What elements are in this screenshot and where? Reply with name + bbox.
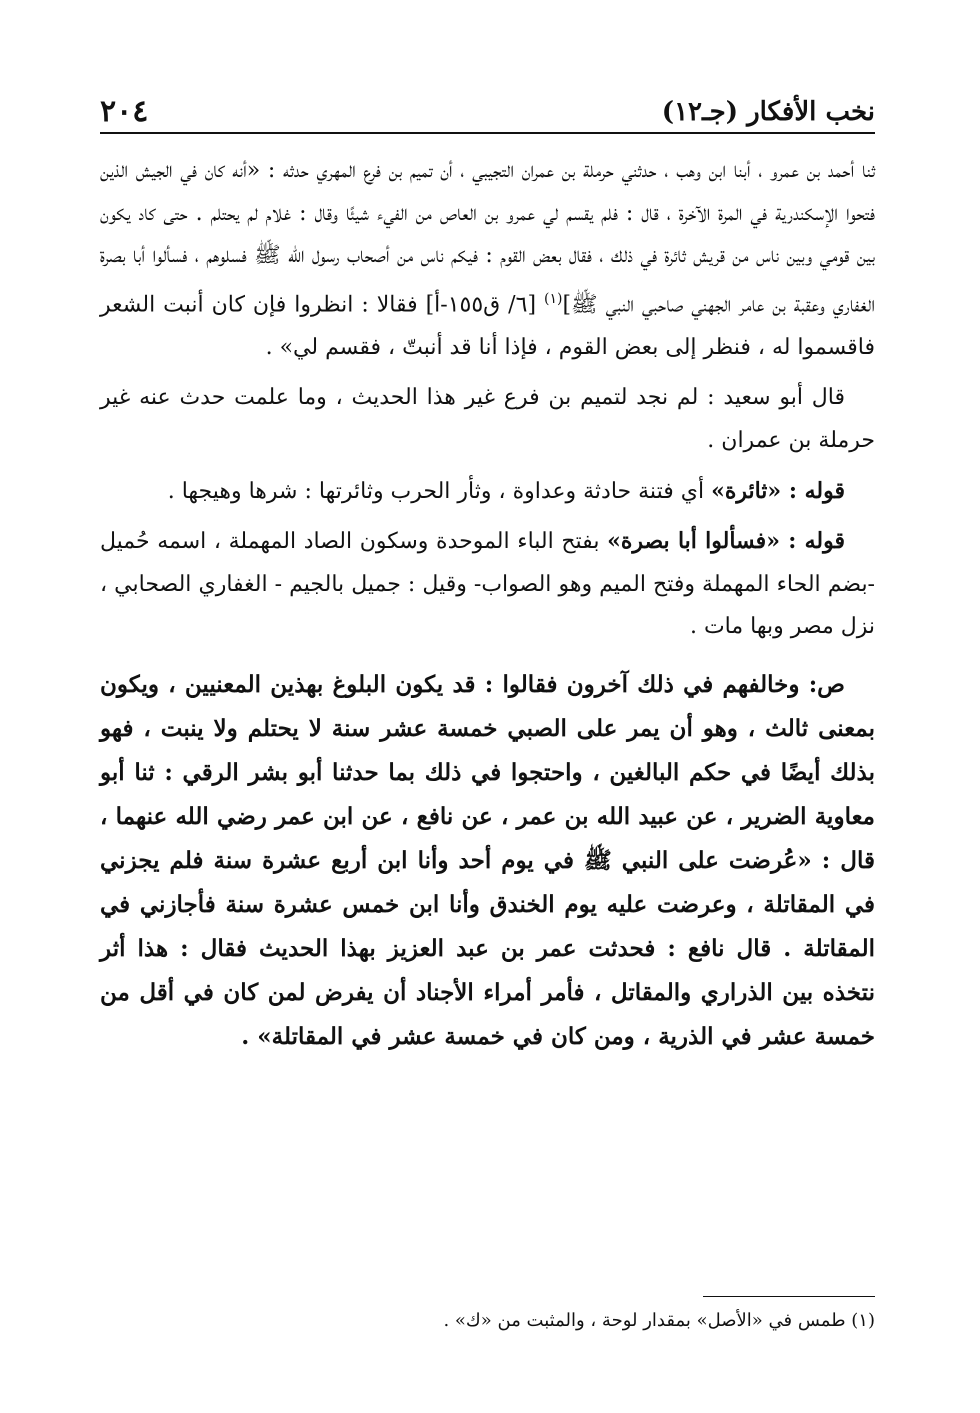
footnote-separator	[703, 1296, 875, 1297]
footnote-reference: (١)	[543, 290, 563, 307]
gloss-paragraph	[100, 470, 875, 514]
footnote: (١) طمس في «الأصل» بمقدار لوحة ، والمثبت من «ك» .	[443, 1310, 875, 1331]
hadith-text-end: [٦/ ق١٥٥-أ] فقالا : انظروا فإن كان أنبت الشعر فاقسموا له ، فنظر إلى بعض القوم ، فإذا أنا قد أنبتّ ، فقسم لي» .	[100, 292, 875, 360]
gloss-paragraph	[100, 520, 875, 649]
source-text-paragraph: ص: وخالفهم في ذلك آخرون فقالوا : قد يكون البلوغ بهذين المعنيين ، ويكون بمعنى ثالث ، وهو أن يمر على الصبي خمسة عشر سنة لا يحتلم ولا ينبت ، فهو بذلك أيضًا في حكم البالغين ، واحتجوا في ذلك بما حدثنا أبو بشر الرقي : ثنا أبو معاوية الضرير ، عن عبيد الله بن عمر ، عن نافع ، عن ابن عمر رضي الله عنهما ، قال : «عُرضت على النبي ﷺ في يوم أحد وأنا ابن أربع عشرة سنة فلم يجزني في المقاتلة ، وعرضت عليه يوم الخندق وأنا ابن خمس عشرة سنة فأجازني في المقاتلة . قال نافع : فحدثت عمر بن عبد العزيز بهذا الحديث فقال : هذا أثر نتخذه بين الذراري والمقاتل ، فأمر أمراء الأجناد أن يفرض لمن كان في أقل من خمسة عشر في الذرية ، ومن كان في خمسة عشر في المقاتلة» .	[100, 670, 875, 1050]
commentary-paragraph: قال أبو سعيد : لم نجد لتميم بن فرع غير هذا الحديث ، وما علمت حدث عنه غير حرملة بن عمران .	[100, 385, 875, 453]
main-text	[100, 150, 875, 1059]
running-title: نخب الأفكار (جـ١٢)	[661, 97, 875, 127]
gloss-term: قوله : «ثائرة»	[711, 478, 845, 505]
hadith-text: ثنا أحمد بن عمرو ، أبنا ابن وهب ، حدثني حرملة بن عمران التجيبي ، أن تميم بن فرع المهري حدثه : «أنه كان في الجيش الذين فتحوا الإسكندرية في المرة الآخرة ، قال : فلم يقسم لي عمرو بن العاص من الفيء شيئًا وقال : غلام لم يحتلم . حتى كاد يكون بين قومي وبين ناس من قريش ثائرة في ذلك ، فقال بعض القوم : فيكم ناس من أصحاب رسول الله ﷺ فسلوهم ، فسألوا أبا بصرة الغفاري وعقبة بن عامر الجهني صاحبي النبي ﷺ]	[100, 158, 875, 318]
gloss-text: أي فتنة حادثة وعداوة ، وثأر الحرب وثائرتها : شرها وهيجها .	[167, 479, 712, 505]
hadith-paragraph	[100, 150, 875, 369]
gloss-term: قوله : «فسألوا أبا بصرة»	[607, 528, 846, 555]
gloss-text: بفتح الباء الموحدة وسكون الصاد المهملة ، اسمه حُميل -بضم الحاء المهملة وفتح الميم وهو الصواب- وقيل : جميل بالجيم - الغفاري الصحابي ، نزل مصر وبها مات .	[100, 529, 875, 640]
page-header	[100, 86, 875, 134]
page-number: ٢٠٤	[100, 94, 149, 129]
